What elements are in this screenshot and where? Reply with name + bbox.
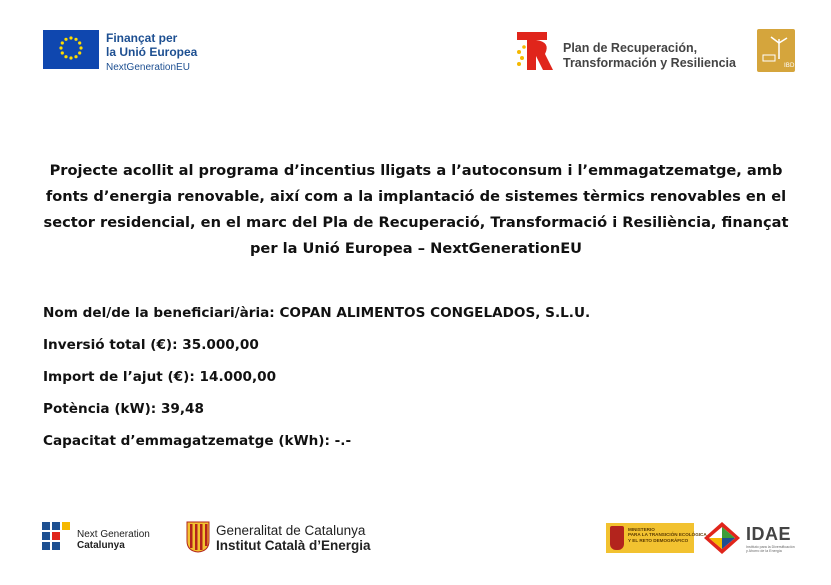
ministry-line2: PARA LA TRANSICIÓN ECOLÓGICA: [628, 532, 707, 538]
generalitat-text: [216, 523, 371, 553]
idae-subtitle: [746, 545, 795, 553]
eu-stars-icon: [43, 30, 99, 69]
plan-recuperacion-icon: [513, 30, 555, 72]
idae-sub1: Instituto para la Diversificación: [746, 545, 795, 549]
ministry-line3: Y EL RETO DEMOGRÁFICO: [628, 537, 689, 543]
spain-shield-icon: [610, 526, 624, 550]
eu-logo-line3: NextGenerationEU: [106, 62, 190, 73]
investment-line: Inversió total (€): 35.000,00: [43, 337, 259, 353]
beneficiary-line: Nom del/de la beneficiari/ària: COPAN ALIMENTOS CONGELADOS, S.L.U.: [43, 305, 591, 321]
plan-line1: Plan de Recuperación,: [563, 41, 698, 55]
power-line: Potència (kW): 39,48: [43, 401, 204, 417]
eu-logo-line2: la Unió Europea: [106, 45, 198, 59]
small-energy-logo: [757, 29, 795, 72]
eu-logo-line1: Finançat per: [106, 31, 178, 45]
small-logo-text: IBD: [784, 62, 795, 69]
idae-sub2: y Ahorro de la Energía: [746, 549, 782, 553]
idae-name: IDAE: [746, 524, 792, 544]
eu-logo-text: [106, 31, 197, 75]
ngc-line2: Catalunya: [77, 540, 125, 551]
plan-recuperacion-text: [563, 41, 736, 71]
generalitat-icon: [186, 521, 210, 553]
ministry-line1: MINISTERIO: [628, 527, 655, 532]
gencat-line1: Generalitat de Catalunya: [216, 523, 366, 538]
aid-amount-line: Import de l’ajut (€): 14.000,00: [43, 369, 277, 385]
plan-line2: Transformación y Resiliencia: [563, 56, 736, 70]
ngc-line1: Next Generation: [77, 529, 150, 540]
wind-turbine-icon: [757, 29, 795, 72]
gencat-line2: Institut Català d’Energia: [216, 538, 371, 553]
storage-capacity-line: Capacitat d’emmagatzematge (kWh): -.-: [43, 433, 352, 449]
next-generation-catalunya-text: [77, 529, 150, 551]
ministry-text: [628, 527, 707, 543]
next-generation-catalunya-icon: [42, 522, 70, 550]
eu-flag-logo: [43, 30, 99, 69]
idae-icon: [703, 521, 741, 555]
project-title: Projecte acollit al programa d’incentius lligats a l’autoconsum i l’emmagatzematge, amb fonts d’energia renovable, així com a la implantació de sistemes tèrmics renovables en el sector residencial, en el marc del Pla de Recuperació, Transformació i Resiliència, finançat per la Unió Europea – NextGenerationEU: [43, 162, 789, 257]
